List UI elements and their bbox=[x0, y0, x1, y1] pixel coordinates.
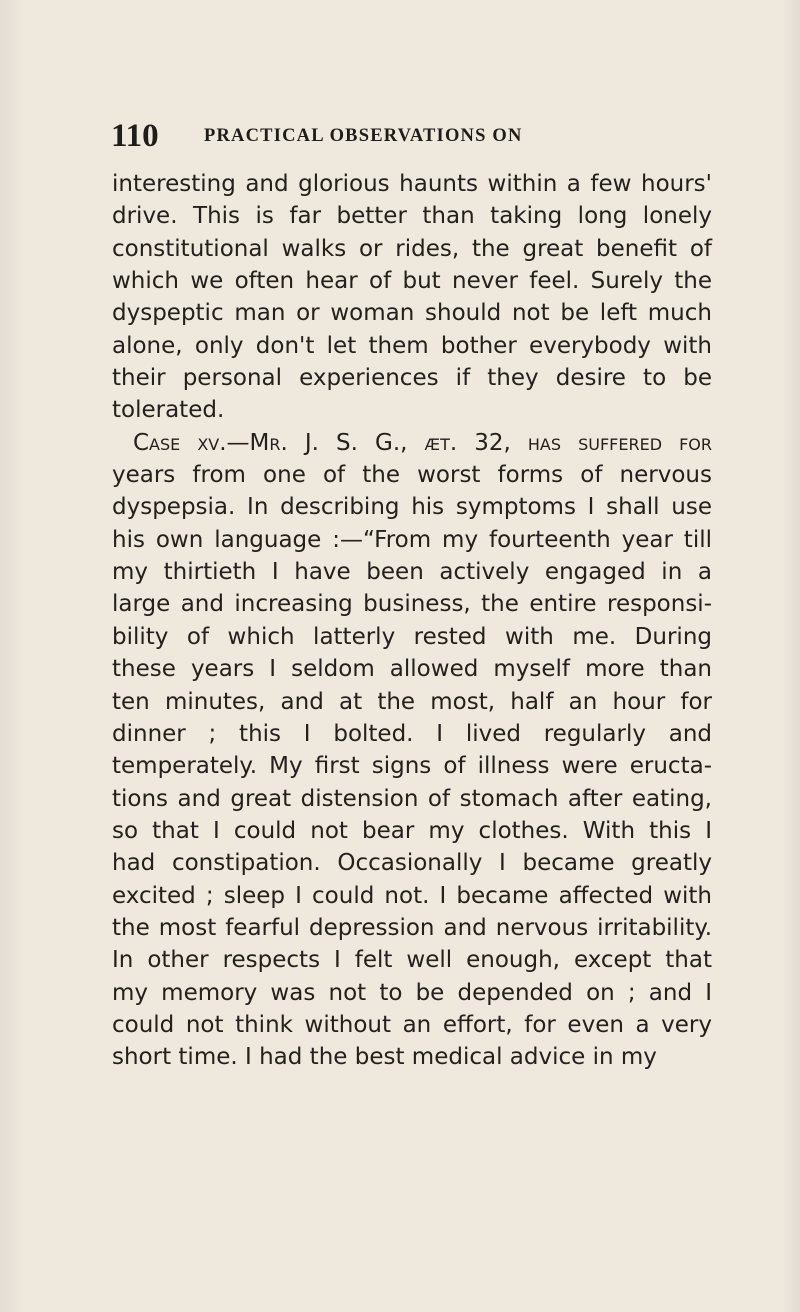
text-line: these years I seldom allowed myself more than bbox=[112, 656, 712, 683]
text-line: could not think without an effort, for even a very bbox=[112, 1011, 712, 1038]
text-line: had constipation. Occasionally I became greatly bbox=[112, 850, 712, 877]
text-line: which we often hear of but never feel. Surely the bbox=[112, 268, 712, 295]
running-title: PRACTICAL OBSERVATIONS ON bbox=[204, 126, 523, 146]
running-head bbox=[111, 116, 591, 156]
text-line: temperately. My first signs of illness were eructa- bbox=[112, 753, 712, 780]
page-number: 110 bbox=[111, 118, 159, 154]
text-line: years from one of the worst forms of nervous bbox=[112, 462, 712, 489]
case-heading-line: Case xv.—Mr. J. S. G., æt. 32, has suffered for bbox=[133, 429, 712, 456]
text-line: bility of which latterly rested with me. During bbox=[112, 623, 712, 650]
text-line: constitutional walks or rides, the great benefit of bbox=[112, 235, 712, 262]
text-line: my memory was not to be depended on ; and I bbox=[112, 979, 712, 1006]
text-line: dyspepsia. In describing his symptoms I shall use bbox=[112, 494, 712, 521]
text-line: short time. I had the best medical advice in my bbox=[112, 1044, 657, 1071]
text-line: dinner ; this I bolted. I lived regularly and bbox=[112, 720, 712, 747]
text-line: tions and great distension of stomach after eating, bbox=[112, 785, 712, 812]
text-line: so that I could not bear my clothes. With this I bbox=[112, 817, 712, 844]
body-text bbox=[112, 168, 712, 1074]
text-line: my thirtieth I have been actively engaged in a bbox=[112, 559, 712, 586]
text-line: In other respects I felt well enough, except that bbox=[112, 947, 712, 974]
text-line: excited ; sleep I could not. I became affected with bbox=[112, 882, 712, 909]
text-line: the most fearful depression and nervous irritability. bbox=[112, 914, 712, 941]
text-line: their personal experiences if they desire to be bbox=[112, 365, 712, 392]
text-line: drive. This is far better than taking long lonely bbox=[112, 203, 712, 230]
text-line: dyspeptic man or woman should not be left much bbox=[112, 300, 712, 327]
text-line: ten minutes, and at the most, half an hour for bbox=[112, 688, 712, 715]
text-line: alone, only don't let them bother everybody with bbox=[112, 332, 712, 359]
text-line: interesting and glorious haunts within a few hours' bbox=[112, 171, 712, 197]
text-line: his own language :—“From my fourteenth year till bbox=[112, 526, 712, 553]
paragraph-end-line: tolerated. bbox=[112, 397, 225, 424]
text-line: large and increasing business, the entire responsi- bbox=[112, 591, 712, 618]
